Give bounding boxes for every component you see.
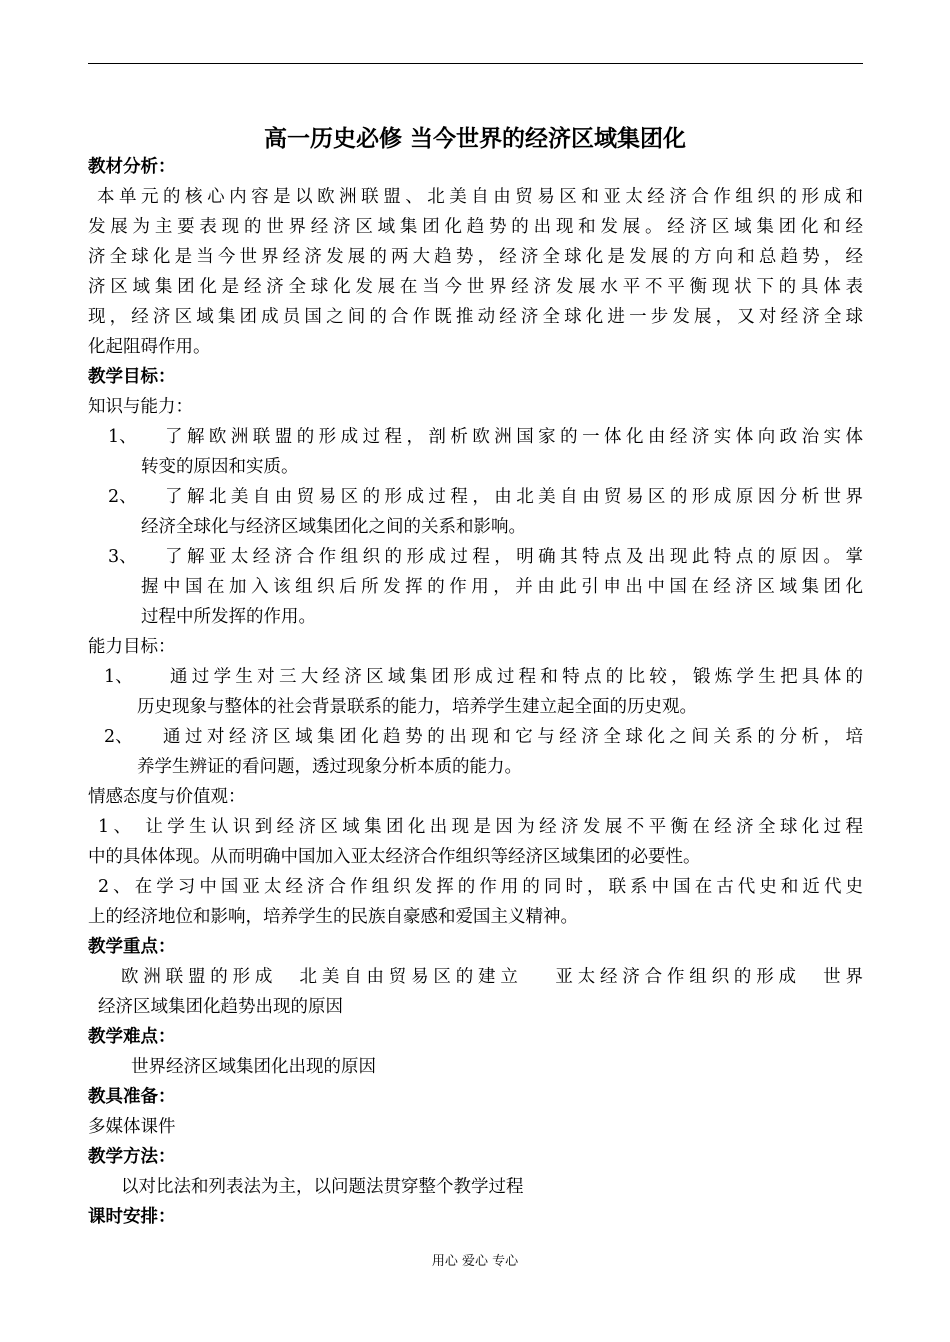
list-number: 2、 [108,487,137,507]
goals-heading: 教学目标： [88,367,176,387]
analysis-line: 济区域集团化是经济全球化发展在当今世界经济发展水平不平衡现状下的具体表 [88,277,863,297]
list-number: 3、 [108,547,137,567]
list-item-text: 经济全球化与经济区域集团化之间的关系和影响。 [141,517,526,537]
emotion-line: 中的具体体现。从而明确中国加入亚太经济合作组织等经济区域集团的必要性。 [88,847,701,867]
tools-text: 多媒体课件 [88,1117,176,1137]
list-item-text: 通过对经济区域集团化趋势的出现和它与经济全球化之间关系的分析，培 [163,727,863,747]
schedule-heading: 课时安排： [88,1207,176,1227]
page-footer: 用心 爱心 专心 [431,1254,519,1269]
key-points-line: 欧洲联盟的形成 北美自由贸易区的建立 亚太经济合作组织的形成 世界 [121,967,863,987]
ability-heading: 能力目标： [88,637,176,657]
list-item-text: 了解欧洲联盟的形成过程，剖析欧洲国家的一体化由经济实体向政治实体 [165,427,863,447]
page-title: 高一历史必修 当今世界的经济区域集团化 [263,126,686,152]
analysis-line: 现，经济区域集团成员国之间的合作既推动经济全球化进一步发展，又对经济全球 [88,307,863,327]
header-rule [88,63,863,64]
list-item-text: 历史现象与整体的社会背景联系的能力，培养学生建立起全面的历史观。 [137,697,697,717]
list-item-text: 握中国在加入该组织后所发挥的作用，并由此引申出中国在经济区域集团化 [141,577,863,597]
list-item-text: 通过学生对三大经济区域集团形成过程和特点的比较，锻炼学生把具体的 [170,667,863,687]
analysis-heading: 教材分析： [88,157,176,177]
list-item-text: 了解亚太经济合作组织的形成过程，明确其特点及出现此特点的原因。掌 [165,547,863,567]
analysis-line: 发展为主要表现的世界经济区域集团化趋势的出现和发展。经济区域集团化和经 [88,217,863,237]
list-item-text: 过程中所发挥的作用。 [141,607,316,627]
emotion-line: 2、在学习中国亚太经济合作组织发挥的作用的同时，联系中国在古代史和近代史 [98,877,863,897]
list-number: 1、 [104,667,133,687]
list-item-text: 养学生辨证的看问题，透过现象分析本质的能力。 [137,757,522,777]
tools-heading: 教具准备： [88,1087,176,1107]
key-points-line: 经济区域集团化趋势出现的原因 [98,997,343,1017]
difficulty-text: 世界经济区域集团化出现的原因 [131,1057,376,1077]
emotion-line: 上的经济地位和影响，培养学生的民族自豪感和爱国主义精神。 [88,907,578,927]
analysis-line: 化起阻碍作用。 [88,337,211,357]
method-text: 以对比法和列表法为主，以问题法贯穿整个教学过程 [121,1177,524,1197]
list-number: 2、 [104,727,133,747]
analysis-line: 济全球化是当今世界经济发展的两大趋势，经济全球化是发展的方向和总趋势，经 [88,247,863,267]
emotion-heading: 情感态度与价值观： [88,787,246,807]
list-item-text: 转变的原因和实质。 [141,457,299,477]
method-heading: 教学方法： [88,1147,176,1167]
emotion-line: 1、 让学生认识到经济区域集团化出现是因为经济发展不平衡在经济全球化过程 [98,817,863,837]
difficulty-heading: 教学难点： [88,1027,176,1047]
list-item-text: 了解北美自由贸易区的形成过程，由北美自由贸易区的形成原因分析世界 [165,487,863,507]
key-points-heading: 教学重点： [88,937,176,957]
knowledge-heading: 知识与能力： [88,397,193,417]
analysis-line: 本单元的核心内容是以欧洲联盟、北美自由贸易区和亚太经济合作组织的形成和 [97,187,863,207]
list-number: 1、 [108,427,137,447]
